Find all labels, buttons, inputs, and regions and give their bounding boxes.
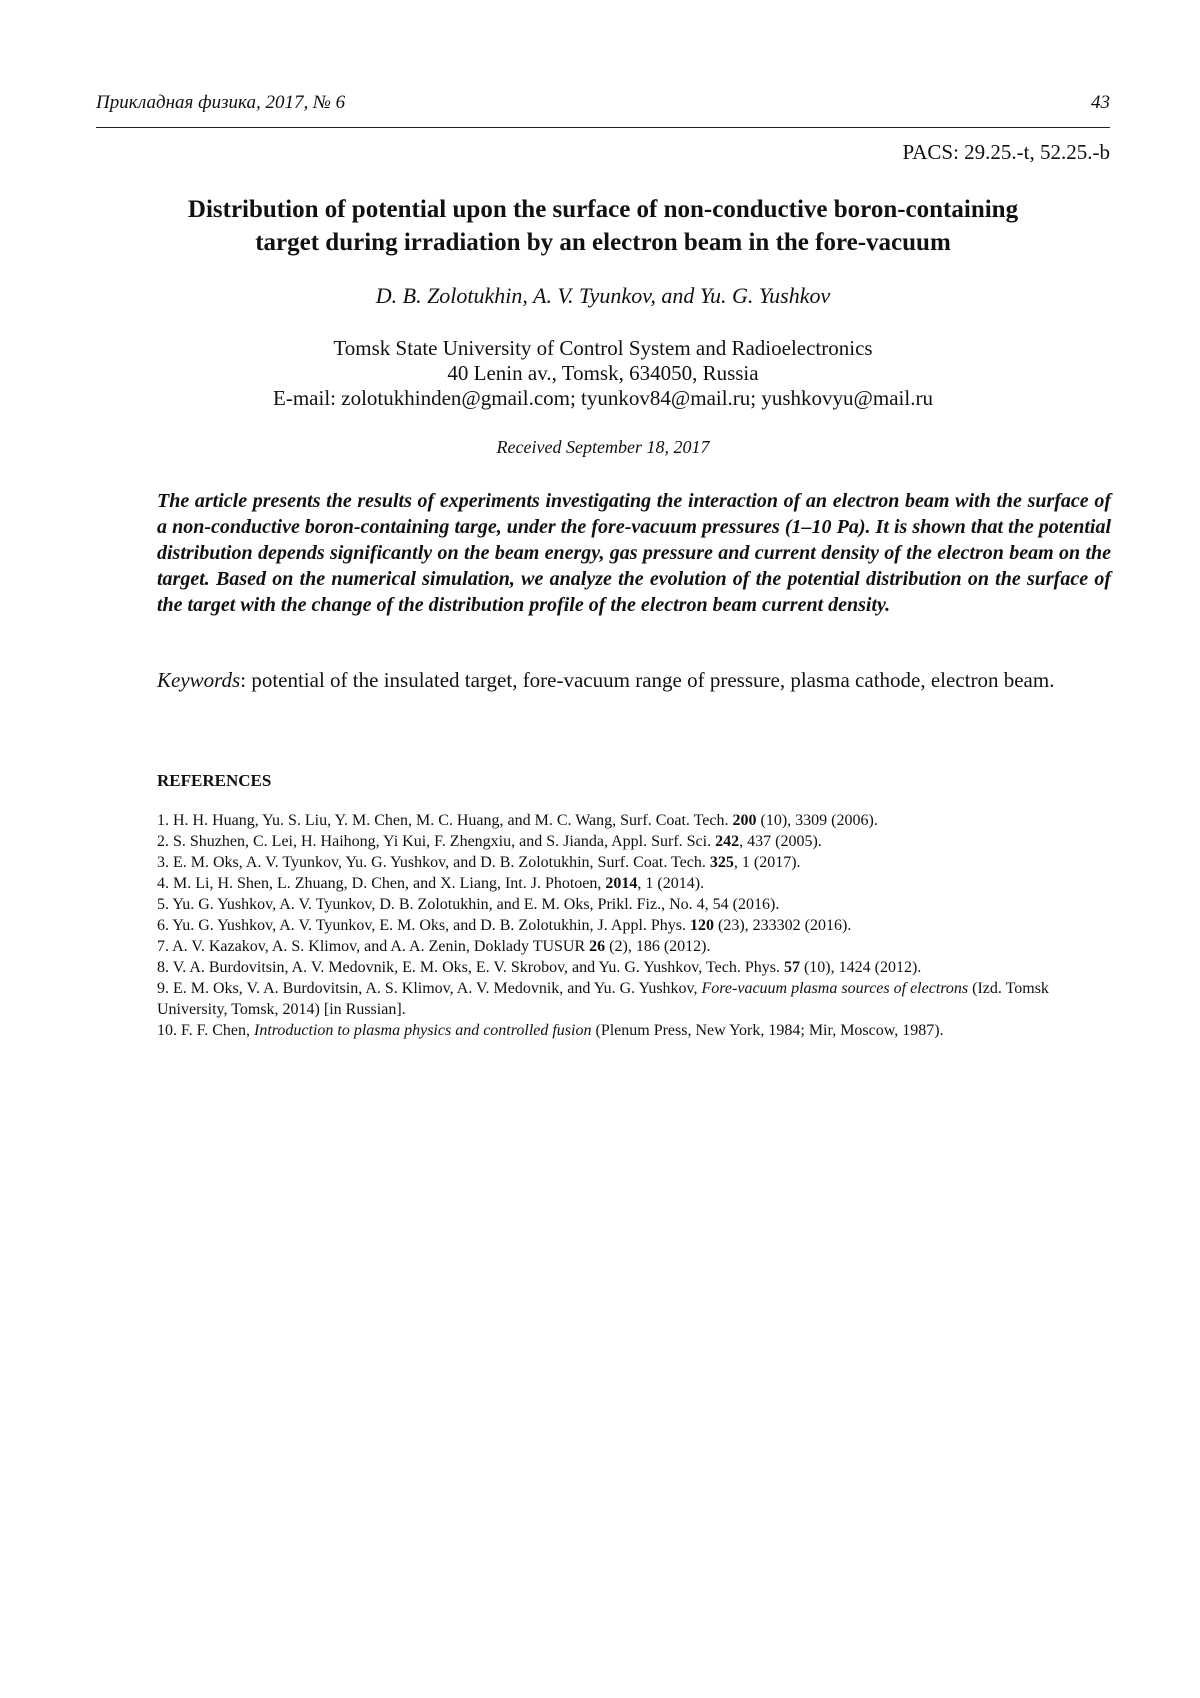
running-header: [96, 92, 1110, 122]
reference-item: [157, 915, 1117, 936]
institution: Tomsk State University of Control System and Radioelectronics: [333, 336, 873, 360]
reference-item: [157, 873, 1117, 894]
email-line: E-mail: zolotukhinden@gmail.com; tyunkov84@mail.ru; yushkovyu@mail.ru: [273, 386, 933, 410]
reference-item: [157, 894, 1117, 915]
reference-pre: 10. F. F. Chen,: [157, 1022, 255, 1039]
reference-bold: 325: [709, 854, 734, 871]
affiliation: [96, 336, 1110, 411]
address: 40 Lenin av., Tomsk, 634050, Russia: [447, 361, 759, 385]
reference-item: [157, 1020, 1117, 1041]
reference-post: (23), 233302 (2016).: [714, 917, 852, 934]
keywords: [157, 667, 1111, 693]
pacs-codes: PACS: 29.25.-t, 52.25.-b: [902, 140, 1110, 164]
reference-pre: 2. S. Shuzhen, C. Lei, H. Haihong, Yi Kui, F. Zhengxiu, and S. Jianda, Appl. Surf. Sci.: [157, 833, 716, 850]
reference-bold: 120: [690, 917, 715, 934]
references-list: [157, 810, 1117, 1041]
keywords-label: Keywords: [157, 668, 241, 692]
reference-item: [157, 957, 1117, 978]
reference-pre: 3. E. M. Oks, A. V. Tyunkov, Yu. G. Yushkov, and D. B. Zolotukhin, Surf. Coat. Tech.: [157, 854, 710, 871]
reference-post: (10), 3309 (2006).: [756, 812, 878, 829]
reference-pre: 8. V. A. Burdovitsin, A. V. Medovnik, E. M. Oks, E. V. Skrobov, and Yu. G. Yushkov, Tech. Phys.: [157, 959, 784, 976]
page-number: 43: [1091, 92, 1110, 113]
reference-bold: 242: [715, 833, 740, 850]
reference-post: (10), 1424 (2012).: [799, 959, 922, 976]
reference-pre: 4. M. Li, H. Shen, L. Zhuang, D. Chen, and X. Liang, Int. J. Photoen,: [157, 875, 606, 892]
article-title: [96, 193, 1110, 259]
reference-italic: Fore-vacuum plasma sources of electrons: [701, 980, 969, 997]
reference-post: , 1 (2017).: [733, 854, 801, 871]
reference-bold: 57: [783, 959, 800, 976]
reference-item: [157, 936, 1117, 957]
header-rule: [96, 127, 1110, 128]
authors: D. B. Zolotukhin, A. V. Tyunkov, and Yu. G. Yushkov: [375, 283, 831, 308]
references-heading: REFERENCES: [157, 771, 272, 790]
reference-pre: 6. Yu. G. Yushkov, A. V. Tyunkov, E. M. Oks, and D. B. Zolotukhin, J. Appl. Phys.: [157, 917, 691, 934]
journal-name: Прикладная физика, 2017, № 6: [96, 92, 346, 113]
reference-post: (2), 186 (2012).: [605, 938, 711, 955]
reference-post: (Plenum Press, New York, 1984; Mir, Moscow, 1987).: [591, 1022, 944, 1039]
reference-bold: 2014: [605, 875, 638, 892]
reference-item: [157, 978, 1117, 1020]
title-line-1: Distribution of potential upon the surface of non-conductive boron-containing: [187, 196, 1019, 223]
title-line-2: target during irradiation by an electron beam in the fore-vacuum: [255, 229, 951, 256]
reference-post: (Izd. Tomsk University, Tomsk, 2014) [in Russian].: [157, 980, 1049, 1018]
received-date: Received September 18, 2017: [496, 437, 710, 457]
reference-bold: 200: [732, 812, 757, 829]
reference-pre: 7. A. V. Kazakov, A. S. Klimov, and A. A. Zenin, Doklady TUSUR: [157, 938, 590, 955]
reference-pre: 5. Yu. G. Yushkov, A. V. Tyunkov, D. B. Zolotukhin, and E. M. Oks, Prikl. Fiz., No. 4, 54 (2016).: [157, 896, 780, 913]
reference-bold: 26: [589, 938, 606, 955]
reference-item: [157, 831, 1117, 852]
keywords-text: : potential of the insulated target, fore-vacuum range of pressure, plasma cathode, electron beam.: [240, 668, 1055, 692]
reference-pre: 1. H. H. Huang, Yu. S. Liu, Y. M. Chen, M. C. Huang, and M. C. Wang, Surf. Coat. Tech.: [157, 812, 733, 829]
reference-post: , 1 (2014).: [637, 875, 705, 892]
abstract: The article presents the results of experiments investigating the interaction of an electron beam with the surface of a non-conductive boron-containing targe, under the fore-vacuum pressures (1–10 Pa). It is shown that the potential distribution depends significantly on the beam energy, gas pressure and current density of the electron beam on the target. Based on the numerical simulation, we analyze the evolution of the potential distribution on the surface of the target with the change of the distribution profile of the electron beam current density.: [157, 490, 1111, 616]
reference-post: , 437 (2005).: [739, 833, 822, 850]
reference-item: [157, 852, 1117, 873]
reference-italic: Introduction to plasma physics and controlled fusion: [254, 1022, 592, 1039]
reference-pre: 9. E. M. Oks, V. A. Burdovitsin, A. S. Klimov, A. V. Medovnik, and Yu. G. Yushkov,: [157, 980, 702, 997]
reference-item: [157, 810, 1117, 831]
